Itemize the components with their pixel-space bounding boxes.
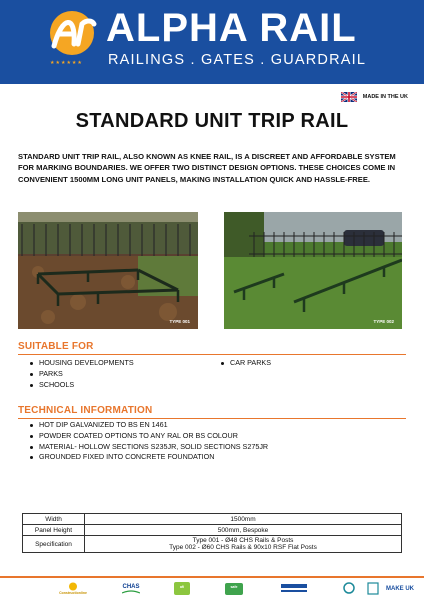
constructionline-icon [67,582,79,591]
list-item: GROUNDED FIXED INTO CONCRETE FOUNDATION [28,452,268,463]
ukca-logo [366,581,380,596]
suitable-for-heading: SUITABLE FOR [18,341,94,352]
alpha-rail-logo-icon [44,10,100,56]
trip-rail-photo-image [18,212,198,329]
technical-list [28,420,268,463]
union-jack-flag-icon [341,92,357,102]
suitable-list-left [28,358,134,390]
table-value: 500mm, Bespoke [85,525,402,536]
intro-paragraph: STANDARD UNIT TRIP RAIL, ALSO KNOWN AS KNEE RAIL, IS A DISCREET AND AFFORDABLE SYSTEM FOR MARKING BOUNDARIES. WE OFFER TWO DISTINCT DESIGN OPTIONS. THESE CHOICES COME IN CONVENIENT 1500MM LONG UNIT PANELS, MAKING INSTALLATION QUICK AND HASSLE-FREE. [18,152,396,184]
suitable-list-right [219,358,271,369]
technical-info-heading: TECHNICAL INFORMATION [18,405,153,416]
section-divider [18,418,406,419]
table-key: Width [23,514,85,525]
table-row [23,536,402,553]
iso-logo [342,581,356,596]
spec-line: Type 002 - Ø60 CHS Rails & 90x10 RSF Flat Posts [169,544,317,551]
list-item: PARKS [28,369,134,380]
made-in-label: MADE IN THE UK [362,94,408,100]
spec-line: Type 001 - Ø48 CHS Rails & Posts [192,537,294,544]
list-item: SCHOOLS [28,380,134,391]
brand-tagline: RAILINGS . GATES . GUARDRAIL [108,52,367,68]
table-row [23,514,402,525]
photo-label: TYPE 001 [169,319,190,324]
list-item: MATERIAL- HOLLOW SECTIONS S235JR, SOLID SECTIONS S275JR [28,442,268,453]
table-row [23,525,402,536]
header-banner [0,0,424,84]
photo-label: TYPE 002 [373,319,394,324]
made-in-badge [341,92,408,102]
afi-logo: afi [170,581,194,596]
safecontractor-logo: safe [222,581,246,596]
chas-logo: CHAS [116,581,146,596]
section-divider [18,354,406,355]
list-item: CAR PARKS [219,358,271,369]
photo-type-001 [18,212,198,329]
table-key: Specification [23,536,85,553]
make-uk-logo: MAKE UK [386,585,414,592]
sfg-icon [281,584,307,594]
sfg-logo [280,581,308,596]
constructionline-logo: Constructionline [58,581,88,596]
page-title: STANDARD UNIT TRIP RAIL [75,110,349,132]
table-key: Panel Height [23,525,85,536]
logo-stars: ★★★★★★ [50,60,83,66]
brand-name: ALPHA RAIL [106,6,357,50]
table-value: 1500mm [85,514,402,525]
list-item: HOT DIP GALVANIZED TO BS EN 1461 [28,420,268,431]
footer-divider [0,576,424,578]
list-item: HOUSING DEVELOPMENTS [28,358,134,369]
ukca-icon [367,582,379,595]
photo-type-002 [224,212,402,329]
iso-icon [343,582,355,595]
table-value [85,536,402,553]
list-item: POWDER COATED OPTIONS TO ANY RAL OR BS COLOUR [28,431,268,442]
spec-table [22,513,402,553]
trip-rail-photo-image [224,212,402,329]
chas-swoosh-icon [122,590,140,594]
